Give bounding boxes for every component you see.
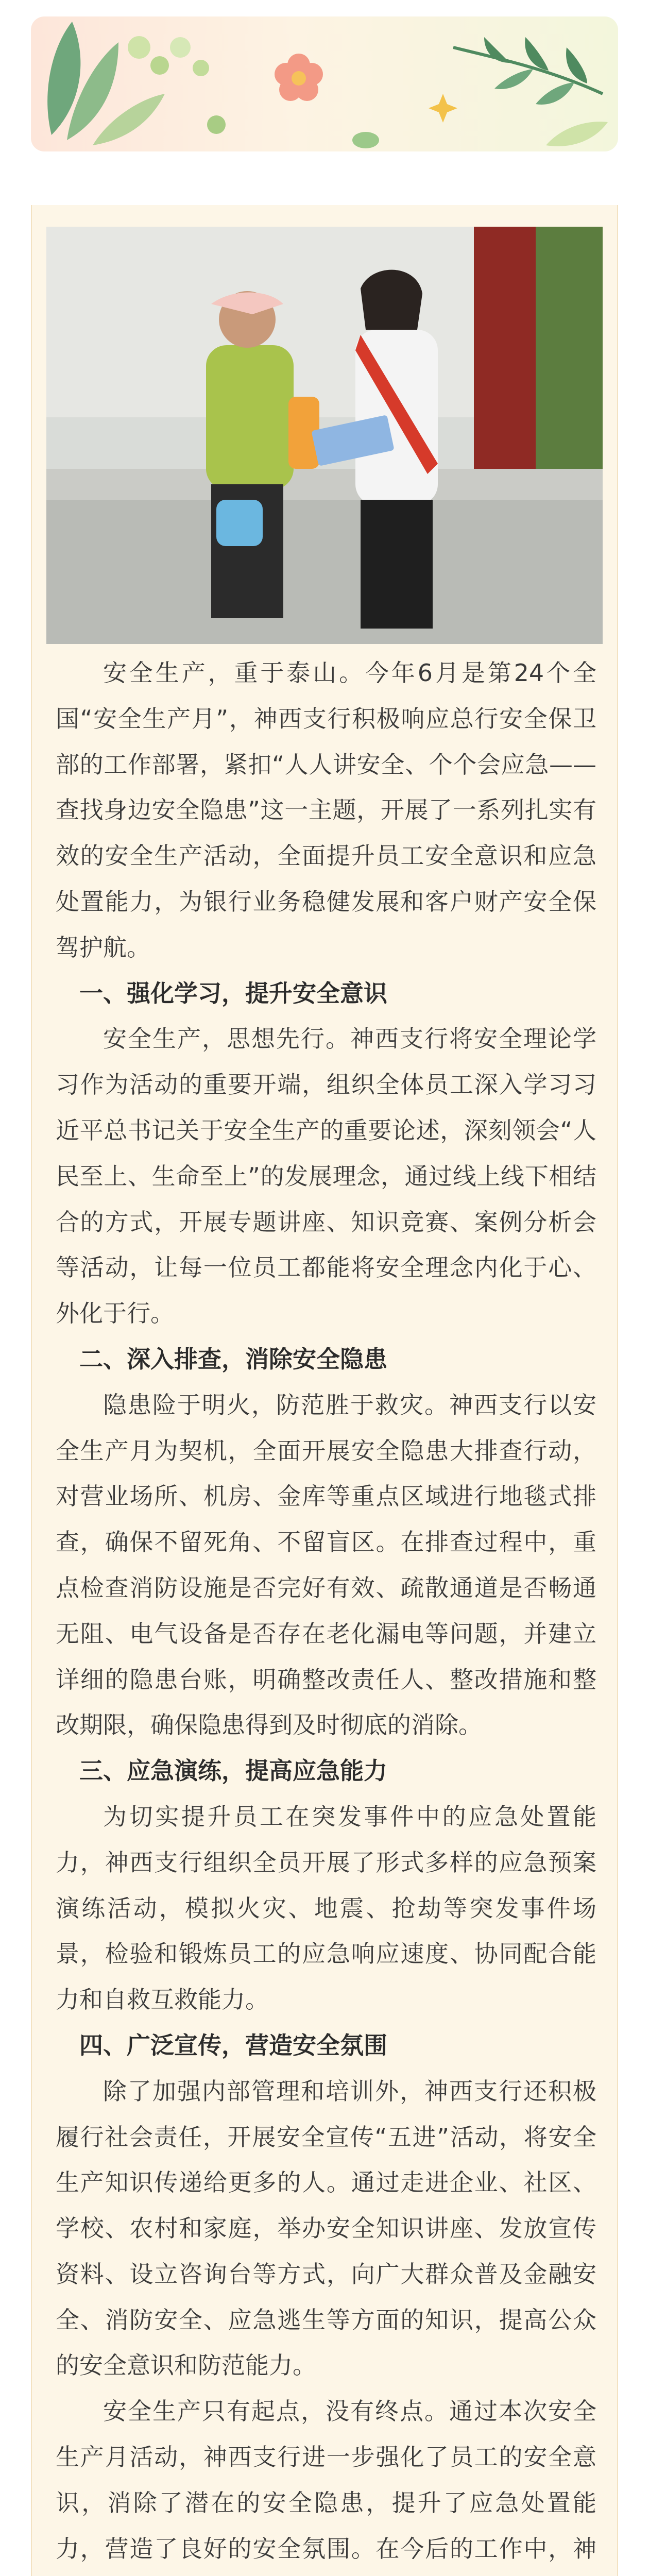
section-paragraph: 为切实提升员工在突发事件中的应急处置能力，神西支行组织全员开展了形式多样的应急预案演练活动，模拟火灾、地震、抢劫等突发事件场景，检验和锻炼员工的应急响应速度、协同配合能力和自救互救能力。 <box>56 1802 596 2014</box>
section-paragraph: 除了加强内部管理和培训外，神西支行还积极履行社会责任，开展安全宣传“五进”活动，将安全生产知识传递给更多的人。通过走进企业、社区、学校、农村和家庭，举办安全知识讲座、发放宣传资料、设立咨询台等方式，向广大群众普及金融安全、消防安全、应急逃生等方面的知识，提高公众的安全意识和防范能力。 <box>56 2077 596 2380</box>
event-photo <box>46 227 603 644</box>
article-body <box>56 650 596 2576</box>
conclusion-paragraph: 安全生产只有起点，没有终点。通过本次安全生产月活动，神西支行进一步强化了员工的安全意识，消除了潜在的安全隐患，提升了应急处置能力，营造了良好的安全氛围。在今后的工作中，神 <box>56 2397 596 2563</box>
section-heading: 一、强化学习，提升安全意识 <box>79 979 387 1007</box>
decorative-banner <box>31 16 618 151</box>
section-paragraph: 隐患险于明火，防范胜于救灾。神西支行以安全生产月为契机，全面开展安全隐患大排查行动，对营业场所、机房、金库等重点区域进行地毯式排查，确保不留死角、不留盲区。在排查过程中，重点检查消防设施是否完好有效、疏散通道是否畅通无阻、电气设备是否存在老化漏电等问题，并建立详细的隐患台账，明确整改责任人、整改措施和整改期限，确保隐患得到及时彻底的消除。 <box>56 1391 596 1739</box>
section-heading: 二、深入排查，消除安全隐患 <box>79 1345 387 1373</box>
section-heading: 四、广泛宣传，营造安全氛围 <box>79 2031 387 2059</box>
photo-illustration <box>46 227 603 644</box>
section-paragraph: 安全生产，思想先行。神西支行将安全理论学习作为活动的重要开端，组织全体员工深入学习习近平总书记关于安全生产的重要论述，深刻领会“人民至上、生命至上”的发展理念，通过线上线下相结合的方式，开展专题讲座、知识竞赛、案例分析会等活动，让每一位员工都能将安全理念内化于心、外化于行。 <box>56 1025 596 1328</box>
section-heading: 三、应急演练，提高应急能力 <box>79 1757 387 1785</box>
leaves-flowers-icon <box>31 16 618 151</box>
intro-paragraph: 安全生产，重于泰山。今年6月是第24个全国“安全生产月”，神西支行积极响应总行安全保卫部的工作部署，紧扣“人人讲安全、个个会应急——查找身边安全隐患”这一主题，开展了一系列扎实有效的安全生产活动，全面提升员工安全意识和应急处置能力，为银行业务稳健发展和客户财产安全保驾护航。 <box>56 659 596 961</box>
